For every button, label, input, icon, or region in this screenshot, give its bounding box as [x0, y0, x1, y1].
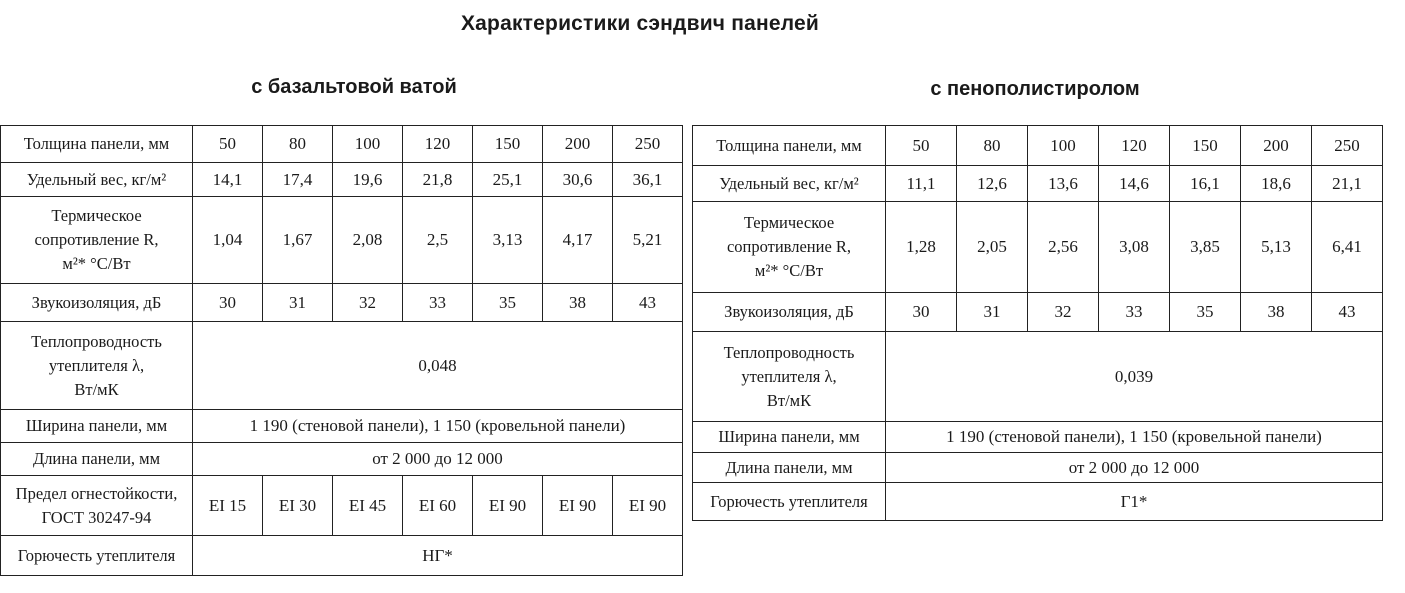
weight-cell: 19,6: [333, 163, 403, 197]
width-value: 1 190 (стеновой панели), 1 150 (кровельной панели): [886, 422, 1383, 453]
weight-cell: 25,1: [473, 163, 543, 197]
weight-cell: 17,4: [263, 163, 333, 197]
conductivity-label-line: Вт/мК: [74, 379, 119, 399]
thickness-label: Толщина панели, мм: [693, 126, 886, 166]
thickness-cell: 250: [1312, 126, 1383, 166]
conductivity-label-line: утеплителя λ,: [741, 366, 837, 386]
thickness-cell: 250: [613, 126, 683, 163]
row-width: [693, 422, 1383, 453]
thickness-cell: 200: [543, 126, 613, 163]
length-label: Длина панели, мм: [1, 443, 193, 476]
fire-label-line: ГОСТ 30247-94: [41, 507, 152, 527]
conductivity-label-line: Теплопроводность: [723, 342, 855, 362]
row-thermal: [1, 197, 683, 284]
thickness-cell: 120: [1099, 126, 1170, 166]
weight-cell: 14,6: [1099, 166, 1170, 202]
thermal-label-line: Термическое: [743, 213, 835, 232]
row-thickness: [1, 126, 683, 163]
sound-cell: 43: [1312, 293, 1383, 332]
weight-label: Удельный вес, кг/м²: [1, 163, 193, 197]
fire-cell: EI 60: [403, 476, 473, 536]
fire-label-line: Предел огнестойкости,: [15, 483, 178, 503]
thermal-cell: 5,13: [1241, 202, 1312, 293]
row-sound: [693, 293, 1383, 332]
fire-label: [1, 476, 193, 536]
row-thermal: [693, 202, 1383, 293]
conductivity-value: 0,048: [193, 322, 683, 410]
sound-cell: 43: [613, 284, 683, 322]
thermal-label-line: м²* °С/Вт: [754, 261, 824, 280]
weight-cell: 30,6: [543, 163, 613, 197]
row-width: [1, 410, 683, 443]
thermal-label-line: сопротивление R,: [726, 237, 852, 256]
weight-cell: 12,6: [957, 166, 1028, 202]
row-length: [1, 443, 683, 476]
thermal-cell: 3,13: [473, 197, 543, 284]
row-conductivity: [693, 332, 1383, 422]
conductivity-label: [693, 332, 886, 422]
thickness-cell: 150: [473, 126, 543, 163]
basalt-spec-table: [0, 125, 683, 576]
sound-cell: 35: [1170, 293, 1241, 332]
row-weight: [1, 163, 683, 197]
sound-cell: 33: [403, 284, 473, 322]
row-length: [693, 453, 1383, 483]
thickness-cell: 100: [333, 126, 403, 163]
weight-cell: 21,8: [403, 163, 473, 197]
thermal-cell: 4,17: [543, 197, 613, 284]
thermal-label: [1, 197, 193, 284]
thickness-cell: 120: [403, 126, 473, 163]
page-title: Характеристики сэндвич панелей: [460, 12, 820, 35]
fire-cell: EI 90: [543, 476, 613, 536]
row-flammability: [1, 536, 683, 576]
thermal-label-line: сопротивление R,: [34, 230, 159, 249]
flammability-value: Г1*: [886, 483, 1383, 521]
sound-cell: 33: [1099, 293, 1170, 332]
polystyrene-heading: с пенополистиролом: [930, 78, 1140, 100]
row-flammability: [693, 483, 1383, 521]
thermal-label: [693, 202, 886, 293]
fire-cell: EI 90: [613, 476, 683, 536]
weight-cell: 13,6: [1028, 166, 1099, 202]
basalt-heading: с базальтовой ватой: [251, 76, 457, 98]
conductivity-label-line: Вт/мК: [766, 390, 812, 410]
conductivity-label: [1, 322, 193, 410]
flammability-label: Горючесть утеплителя: [693, 483, 886, 521]
fire-cell: EI 30: [263, 476, 333, 536]
sound-cell: 30: [193, 284, 263, 322]
sound-label: Звукоизоляция, дБ: [693, 293, 886, 332]
sound-cell: 30: [886, 293, 957, 332]
thermal-label-line: Термическое: [51, 206, 142, 225]
thermal-cell: 3,08: [1099, 202, 1170, 293]
sound-cell: 35: [473, 284, 543, 322]
thermal-cell: 2,08: [333, 197, 403, 284]
sound-cell: 32: [1028, 293, 1099, 332]
sound-cell: 32: [333, 284, 403, 322]
sound-cell: 38: [543, 284, 613, 322]
thickness-cell: 50: [193, 126, 263, 163]
weight-cell: 11,1: [886, 166, 957, 202]
weight-cell: 21,1: [1312, 166, 1383, 202]
flammability-label: Горючесть утеплителя: [1, 536, 193, 576]
thermal-cell: 1,67: [263, 197, 333, 284]
fire-cell: EI 15: [193, 476, 263, 536]
polystyrene-spec-table: [692, 125, 1383, 521]
sound-label: Звукоизоляция, дБ: [1, 284, 193, 322]
row-weight: [693, 166, 1383, 202]
thermal-cell: 2,5: [403, 197, 473, 284]
sound-cell: 31: [957, 293, 1028, 332]
thermal-cell: 2,56: [1028, 202, 1099, 293]
weight-label: Удельный вес, кг/м²: [693, 166, 886, 202]
fire-cell: EI 45: [333, 476, 403, 536]
sound-cell: 38: [1241, 293, 1312, 332]
conductivity-label-line: утеплителя λ,: [48, 355, 145, 375]
conductivity-value: 0,039: [886, 332, 1383, 422]
thermal-cell: 3,85: [1170, 202, 1241, 293]
thickness-cell: 150: [1170, 126, 1241, 166]
thermal-cell: 6,41: [1312, 202, 1383, 293]
thermal-cell: 1,04: [193, 197, 263, 284]
weight-cell: 16,1: [1170, 166, 1241, 202]
thermal-label-line: м²* °С/Вт: [62, 254, 131, 273]
thermal-cell: 2,05: [957, 202, 1028, 293]
thickness-cell: 80: [957, 126, 1028, 166]
thickness-cell: 100: [1028, 126, 1099, 166]
weight-cell: 18,6: [1241, 166, 1312, 202]
length-value: от 2 000 до 12 000: [193, 443, 683, 476]
width-value: 1 190 (стеновой панели), 1 150 (кровельной панели): [193, 410, 683, 443]
conductivity-label-line: Теплопроводность: [31, 331, 162, 351]
weight-cell: 14,1: [193, 163, 263, 197]
thickness-cell: 80: [263, 126, 333, 163]
row-thickness: [693, 126, 1383, 166]
fire-cell: EI 90: [473, 476, 543, 536]
length-label: Длина панели, мм: [693, 453, 886, 483]
width-label: Ширина панели, мм: [1, 410, 193, 443]
thickness-cell: 200: [1241, 126, 1312, 166]
length-value: от 2 000 до 12 000: [886, 453, 1383, 483]
row-fire-resistance: [1, 476, 683, 536]
flammability-value: НГ*: [193, 536, 683, 576]
weight-cell: 36,1: [613, 163, 683, 197]
row-conductivity: [1, 322, 683, 410]
row-sound: [1, 284, 683, 322]
thermal-cell: 5,21: [613, 197, 683, 284]
width-label: Ширина панели, мм: [693, 422, 886, 453]
thermal-cell: 1,28: [886, 202, 957, 293]
thickness-label: Толщина панели, мм: [1, 126, 193, 163]
sound-cell: 31: [263, 284, 333, 322]
thickness-cell: 50: [886, 126, 957, 166]
